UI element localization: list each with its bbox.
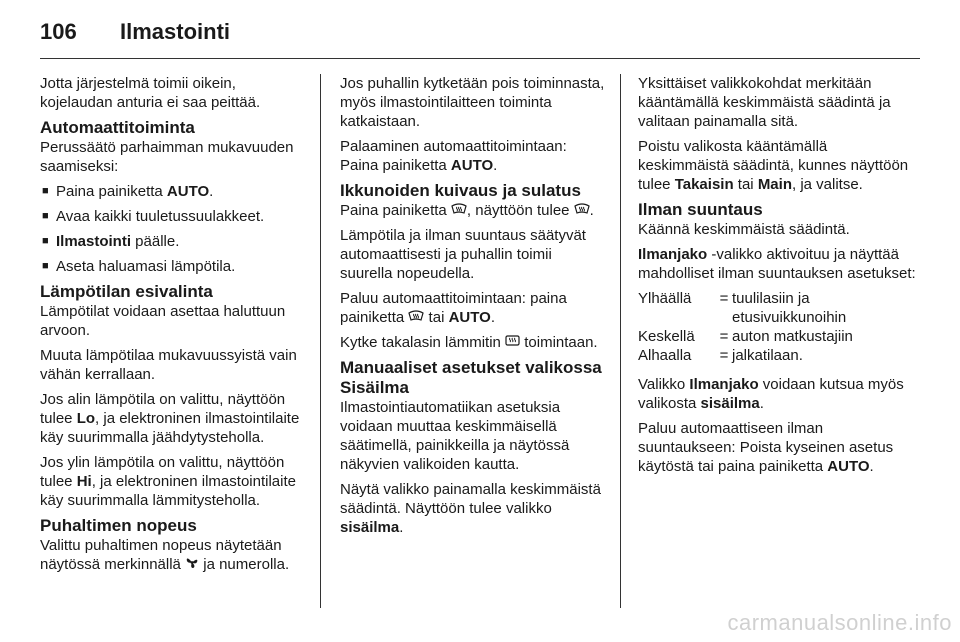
defog-p3: Paluu automaattitoimintaan: paina painiketta tai AUTO. xyxy=(340,290,567,326)
preset-p1: Lämpötilat voidaan asettaa haluttuun arvoon. xyxy=(40,303,286,339)
section-title-direction: Ilman suuntaus xyxy=(638,200,763,219)
column-3 xyxy=(638,74,918,482)
direction-p1: Käännä keskimmäistä säädintä. xyxy=(638,221,850,238)
list-item: ■ Ilmastointi päälle. xyxy=(42,233,180,250)
defog-p4: Kytke takalasin lämmitin toimintaan. xyxy=(340,334,598,351)
preset-p4: Jos ylin lämpötila on valittu, näyttöön tulee Hi, ja elektroninen ilmastointilaite käy suurimmalla lämmitysteholla. xyxy=(40,454,296,509)
preset-p2: Muuta lämpötilaa mukavuussyistä vain vähän kerrallaan. xyxy=(40,347,297,383)
page-header xyxy=(40,14,920,50)
bullet-icon: ■ xyxy=(42,185,49,197)
direction-table xyxy=(638,289,918,365)
return-auto-paragraph: Palaaminen automaattitoimintaan: Paina painiketta AUTO. xyxy=(340,138,567,174)
table-row: Ylhäällä = tuulilasiin ja etusivuikkunoihin xyxy=(638,290,847,326)
column-2 xyxy=(340,74,606,543)
section-title-manual: Manuaaliset asetukset valikossa Sisäilma xyxy=(340,358,602,397)
rear-window-heater-icon xyxy=(505,334,520,349)
auto-bullet-list xyxy=(40,182,306,276)
manual-p1: Ilmastointiautomatiikan asetuksia voidaan muuttaa keskimmäisellä säätimellä, painikkeilla ja näytössä näkyvien valikoiden kautta. xyxy=(340,399,570,473)
intro-paragraph: Jotta järjestelmä toimii oikein, kojelaudan anturia ei saa peittää. xyxy=(40,75,261,111)
page-title: Ilmastointi xyxy=(120,19,231,44)
list-item: ■ Avaa kaikki tuuletussuulakkeet. xyxy=(42,208,265,225)
menu-select-paragraph: Yksittäiset valikkokohdat merkitään kääntämällä keskimmäistä säädintä ja valitaan painamalla sitä. xyxy=(638,75,891,130)
section-title-auto: Automaattitoiminta xyxy=(40,118,195,137)
windscreen-defrost-icon xyxy=(408,309,424,324)
manual-p2: Näytä valikko painamalla keskimmäistä säädintä. Näyttöön tulee valikko sisäilma. xyxy=(340,481,601,536)
header-rule xyxy=(40,58,920,59)
preset-p3: Jos alin lämpötila on valittu, näyttöön tulee Lo, ja elektroninen ilmastointilaite käy suurimmalla jäähdytysteholla. xyxy=(40,391,300,446)
windscreen-defrost-icon xyxy=(574,202,590,217)
column-divider-1 xyxy=(320,74,321,608)
fan-icon xyxy=(185,556,199,571)
direction-p4: Paluu automaattiseen ilman suuntaukseen: Poista kyseinen asetus käytöstä tai paina painiketta AUTO. xyxy=(638,420,894,475)
section-title-preset: Lämpötilan esivalinta xyxy=(40,282,213,301)
fan-paragraph: Valittu puhaltimen nopeus näytetään näytössä merkinnällä ja numerolla. xyxy=(40,537,290,573)
watermark: carmanualsonline.info xyxy=(727,610,952,635)
windscreen-defrost-icon xyxy=(451,202,467,217)
table-row: Alhaalla = jalkatilaan. xyxy=(638,347,803,364)
fan-off-paragraph: Jos puhallin kytketään pois toiminnasta, myös ilmastointilaitteen toiminta katkaistaan. xyxy=(340,75,605,130)
bullet-icon: ■ xyxy=(42,210,49,222)
section-title-fan: Puhaltimen nopeus xyxy=(40,516,197,535)
section-title-defog: Ikkunoiden kuivaus ja sulatus xyxy=(340,181,581,200)
column-divider-2 xyxy=(620,74,621,608)
list-item: ■ Aseta haluamasi lämpötila. xyxy=(42,258,236,275)
defog-p2: Lämpötila ja ilman suuntaus säätyvät automaattisesti ja puhallin toimii suurella nopeudella. xyxy=(340,227,586,282)
auto-lead: Perussäätö parhaimman mukavuuden saamiseksi: xyxy=(40,139,294,175)
bullet-icon: ■ xyxy=(42,235,49,247)
page-number: 106 xyxy=(40,19,77,44)
defog-p1: Paina painiketta , näyttöön tulee . xyxy=(340,202,594,219)
bullet-icon: ■ xyxy=(42,260,49,272)
table-row: Keskellä = auton matkustajiin xyxy=(638,328,853,345)
direction-p3: Valikko Ilmanjako voidaan kutsua myös valikosta sisäilma. xyxy=(638,376,904,412)
column-1 xyxy=(40,74,306,580)
menu-exit-paragraph: Poistu valikosta kääntämällä keskimmäistä säädintä, kunnes näyttöön tulee Takaisin tai Main, ja valitse. xyxy=(638,138,909,193)
list-item: ■ Paina painiketta AUTO. xyxy=(42,183,214,200)
direction-p2: Ilmanjako -valikko aktivoituu ja näyttää mahdolliset ilman suuntauksen asetukset: xyxy=(638,246,916,282)
